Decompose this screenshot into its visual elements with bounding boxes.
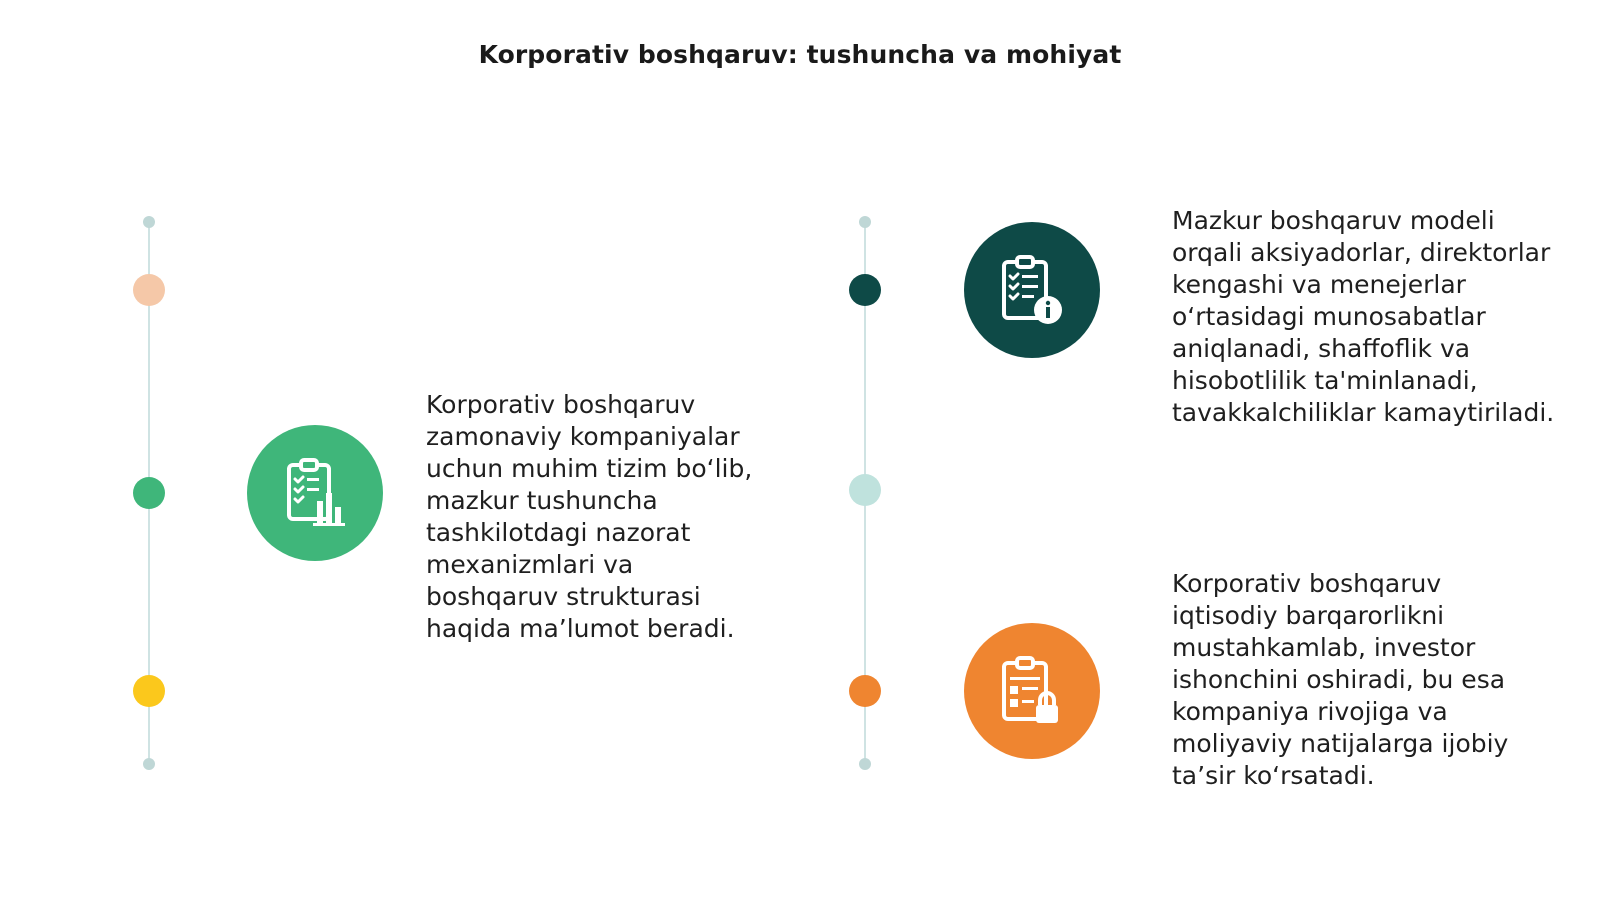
clipboard-lock-icon [994, 653, 1070, 729]
right-top-description: Mazkur boshqaruv modeli orqali aksiyadorlar, direktorlar kengashi va menejerlar o‘rtasidagi munosabatlar aniqlanadi, shaffoflik va hisobotlilik ta'minlanadi, tavakkalchiliklar kamaytiriladi. [1172, 206, 1555, 427]
left-timeline-node-green [133, 477, 165, 509]
clipboard-lock-icon-circle [964, 623, 1100, 759]
right-timeline-top-end [859, 216, 871, 228]
clipboard-info-icon-circle [964, 222, 1100, 358]
page-title: Korporativ boshqaruv: tushuncha va mohiyat [478, 40, 1122, 69]
right-timeline-node-orange [849, 675, 881, 707]
left-description: Korporativ boshqaruv zamonaviy kompaniyalar uchun muhim tizim bo‘lib, mazkur tushuncha tashkilotdagi nazorat mexanizmlari va boshqaruv strukturasi haqida ma’lumot beradi. [426, 390, 753, 643]
right-timeline-node-dark-teal [849, 274, 881, 306]
right-bottom-description: Korporativ boshqaruv iqtisodiy barqarorlikni mustahkamlab, investor ishonchini oshiradi, bu esa kompaniya rivojiga va moliyaviy natijalarga ijobiy ta’sir ko‘rsatadi. [1172, 569, 1509, 790]
left-timeline-node-yellow [133, 675, 165, 707]
left-timeline-top-end [143, 216, 155, 228]
clipboard-chart-icon [277, 455, 353, 531]
left-timeline-node-peach [133, 274, 165, 306]
right-timeline-bottom-end [859, 758, 871, 770]
left-timeline-bottom-end [143, 758, 155, 770]
right-timeline-node-light-teal [849, 474, 881, 506]
clipboard-chart-icon-circle [247, 425, 383, 561]
clipboard-info-icon [994, 252, 1070, 328]
